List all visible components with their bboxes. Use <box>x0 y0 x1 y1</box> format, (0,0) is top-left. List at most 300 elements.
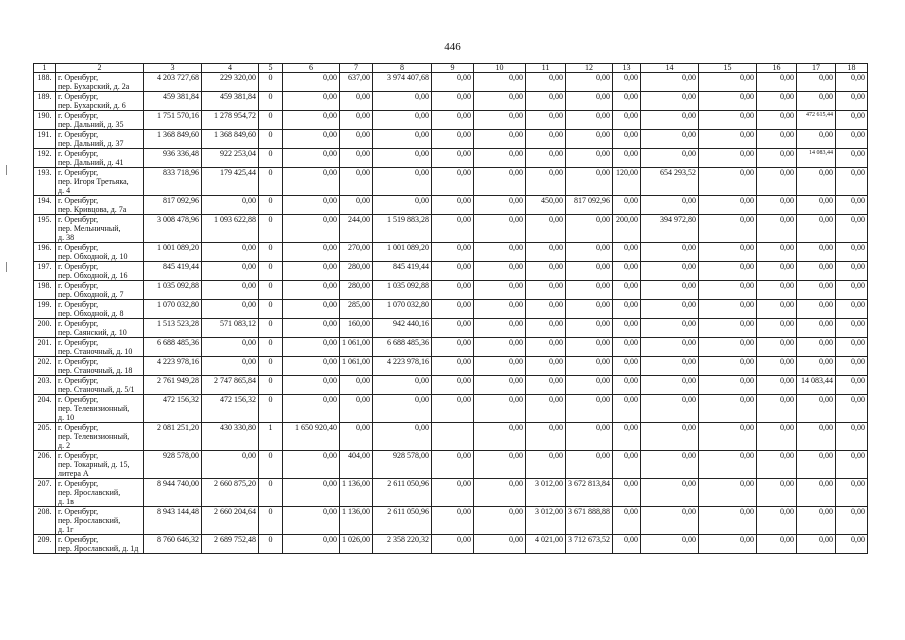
row-number-cell: 199. <box>34 300 56 319</box>
value-cell: 833 718,96 <box>144 168 202 196</box>
value-cell: 0,00 <box>641 319 699 338</box>
value-cell: 0,00 <box>283 535 340 554</box>
value-cell: 14 083,44 <box>797 376 836 395</box>
value-cell: 0,00 <box>432 243 474 262</box>
address-line: г. Оренбург, <box>58 130 99 139</box>
address-line: пер. Обходной, д. 10 <box>58 252 128 261</box>
address-line: пер. Станочный, д. 10 <box>58 347 133 356</box>
value-cell: 3 008 478,96 <box>144 215 202 243</box>
value-cell: 0,00 <box>283 319 340 338</box>
value-cell: 0,00 <box>641 196 699 215</box>
value-cell: 0,00 <box>757 423 797 451</box>
value-cell: 3 671 888,88 <box>566 507 613 535</box>
address-line: д. 2 <box>58 441 71 450</box>
value-cell: 0,00 <box>566 92 613 111</box>
value-cell: 0,00 <box>699 395 757 423</box>
value-cell: 0,00 <box>797 300 836 319</box>
value-cell: 0,00 <box>699 451 757 479</box>
value-cell: 0,00 <box>526 376 566 395</box>
value-cell: 0,00 <box>757 451 797 479</box>
value-cell: 0,00 <box>202 451 259 479</box>
value-cell: 285,00 <box>340 300 373 319</box>
value-cell: 0,00 <box>757 111 797 130</box>
value-cell: 0,00 <box>432 376 474 395</box>
value-cell: 2 611 050,96 <box>373 479 432 507</box>
value-cell: 3 712 673,52 <box>566 535 613 554</box>
value-cell: 0,00 <box>797 507 836 535</box>
value-cell: 0,00 <box>566 130 613 149</box>
value-cell: 0 <box>259 507 283 535</box>
value-cell: 0,00 <box>757 319 797 338</box>
value-cell: 0,00 <box>757 196 797 215</box>
row-number-cell: 207. <box>34 479 56 507</box>
value-cell: 1 093 622,88 <box>202 215 259 243</box>
value-cell: 0,00 <box>526 423 566 451</box>
value-cell: 0,00 <box>474 395 526 423</box>
value-cell: 0 <box>259 451 283 479</box>
address-line: пер. Телевизионный, <box>58 404 130 413</box>
address-line: г. Оренбург, <box>58 338 99 347</box>
value-cell: 459 381,84 <box>202 92 259 111</box>
value-cell: 0,00 <box>566 395 613 423</box>
address-line: литера А <box>58 469 89 478</box>
value-cell: 0,00 <box>613 149 641 168</box>
address-line: пер. Ярославский, <box>58 488 121 497</box>
value-cell: 0,00 <box>373 92 432 111</box>
address-cell <box>56 196 144 215</box>
column-number-header: 3 <box>144 64 202 73</box>
value-cell: 0,00 <box>566 243 613 262</box>
value-cell: 0,00 <box>474 196 526 215</box>
value-cell: 0,00 <box>797 215 836 243</box>
value-cell: 8 944 740,00 <box>144 479 202 507</box>
value-cell: 3 672 813,84 <box>566 479 613 507</box>
value-cell: 0,00 <box>797 395 836 423</box>
table-row <box>34 319 868 338</box>
value-cell: 0,00 <box>566 281 613 300</box>
address-cell <box>56 319 144 338</box>
value-cell: 160,00 <box>340 319 373 338</box>
value-cell: 0,00 <box>526 243 566 262</box>
value-cell: 1 070 032,80 <box>144 300 202 319</box>
value-cell: 450,00 <box>526 196 566 215</box>
address-cell <box>56 395 144 423</box>
value-cell: 0,00 <box>613 451 641 479</box>
value-cell: 0,00 <box>836 243 868 262</box>
value-cell: 654 293,52 <box>641 168 699 196</box>
address-cell <box>56 111 144 130</box>
value-cell: 0,00 <box>340 92 373 111</box>
value-cell: 0 <box>259 357 283 376</box>
address-line: пер. Дальний, д. 35 <box>58 120 124 129</box>
value-cell: 0,00 <box>373 395 432 423</box>
value-cell: 8 943 144,48 <box>144 507 202 535</box>
row-number-cell: 188. <box>34 73 56 92</box>
table-row <box>34 243 868 262</box>
value-cell: 6 688 485,36 <box>144 338 202 357</box>
address-line: г. Оренбург, <box>58 300 99 309</box>
value-cell: 0,00 <box>613 338 641 357</box>
value-cell: 0,00 <box>474 357 526 376</box>
value-cell: 0,00 <box>526 451 566 479</box>
value-cell: 0 <box>259 73 283 92</box>
value-cell: 0 <box>259 535 283 554</box>
address-line: д. 38 <box>58 233 75 242</box>
value-cell: 0,00 <box>432 507 474 535</box>
address-line: пер. Ярославский, д. 1д <box>58 544 139 553</box>
address-line: г. Оренбург, <box>58 357 99 366</box>
address-cell <box>56 92 144 111</box>
value-cell: 0,00 <box>526 319 566 338</box>
value-cell: 0,00 <box>283 395 340 423</box>
value-cell: 0,00 <box>641 262 699 281</box>
value-cell: 0,00 <box>797 73 836 92</box>
column-number-header: 16 <box>757 64 797 73</box>
table-row <box>34 535 868 554</box>
value-cell: 0,00 <box>757 479 797 507</box>
value-cell: 0,00 <box>474 130 526 149</box>
value-cell: 0,00 <box>432 479 474 507</box>
row-number-cell: 195. <box>34 215 56 243</box>
table-row <box>34 215 868 243</box>
value-cell: 0,00 <box>474 338 526 357</box>
value-cell: 0,00 <box>836 262 868 281</box>
value-cell: 0,00 <box>373 376 432 395</box>
address-line: г. Оренбург, <box>58 262 99 271</box>
value-cell: 3 012,00 <box>526 507 566 535</box>
value-cell: 845 419,44 <box>144 262 202 281</box>
value-cell: 0,00 <box>432 168 474 196</box>
value-cell: 0,00 <box>283 130 340 149</box>
value-cell: 472 615,44 <box>797 111 836 130</box>
address-cell <box>56 300 144 319</box>
value-cell: 0,00 <box>836 300 868 319</box>
row-number-cell: 198. <box>34 281 56 300</box>
value-cell: 0,00 <box>641 507 699 535</box>
column-number-header: 10 <box>474 64 526 73</box>
row-number-cell: 205. <box>34 423 56 451</box>
value-cell: 928 578,00 <box>144 451 202 479</box>
address-line: г. Оренбург, <box>58 319 99 328</box>
value-cell: 0,00 <box>283 376 340 395</box>
value-cell: 0,00 <box>566 423 613 451</box>
address-line: пер. Обходной, д. 8 <box>58 309 124 318</box>
value-cell: 0,00 <box>613 73 641 92</box>
value-cell: 0,00 <box>641 149 699 168</box>
value-cell: 394 972,80 <box>641 215 699 243</box>
value-cell: 14 083,44 <box>797 149 836 168</box>
value-cell: 0,00 <box>613 395 641 423</box>
value-cell: 2 081 251,20 <box>144 423 202 451</box>
table-row <box>34 451 868 479</box>
column-number-header: 8 <box>373 64 432 73</box>
value-cell: 120,00 <box>613 168 641 196</box>
value-cell: 4 021,00 <box>526 535 566 554</box>
table-row <box>34 338 868 357</box>
address-line: пер. Мельничный, <box>58 224 121 233</box>
address-line: г. Оренбург, <box>58 92 99 101</box>
value-cell: 0,00 <box>526 262 566 281</box>
address-line: пер. Игоря Третьяка, <box>58 177 129 186</box>
address-line: пер. Бухарский, д. 2а <box>58 82 130 91</box>
value-cell: 0 <box>259 338 283 357</box>
value-cell: 0,00 <box>526 338 566 357</box>
value-cell: 0,00 <box>526 281 566 300</box>
value-cell: 0,00 <box>797 196 836 215</box>
address-cell <box>56 215 144 243</box>
value-cell: 0 <box>259 479 283 507</box>
value-cell: 0,00 <box>836 281 868 300</box>
register-table <box>33 63 868 554</box>
table-row <box>34 196 868 215</box>
value-cell: 0,00 <box>836 395 868 423</box>
column-number-header: 13 <box>613 64 641 73</box>
value-cell: 0 <box>259 215 283 243</box>
address-line: пер. Токарный, д. 15, <box>58 460 130 469</box>
value-cell: 0,00 <box>757 73 797 92</box>
value-cell: 0,00 <box>373 423 432 451</box>
value-cell: 0,00 <box>432 73 474 92</box>
value-cell: 0,00 <box>836 507 868 535</box>
value-cell <box>432 423 474 451</box>
column-number-header: 7 <box>340 64 373 73</box>
address-line: пер. Кривцова, д. 7а <box>58 205 127 214</box>
value-cell: 0,00 <box>202 300 259 319</box>
value-cell: 0,00 <box>836 196 868 215</box>
value-cell: 430 330,80 <box>202 423 259 451</box>
value-cell: 0,00 <box>699 168 757 196</box>
table-row <box>34 423 868 451</box>
value-cell: 0,00 <box>836 130 868 149</box>
address-line: пер. Станочный, д. 5/1 <box>58 385 135 394</box>
value-cell: 817 092,96 <box>144 196 202 215</box>
value-cell: 0,00 <box>797 338 836 357</box>
address-line: г. Оренбург, <box>58 111 99 120</box>
value-cell: 0,00 <box>836 215 868 243</box>
value-cell: 0,00 <box>474 149 526 168</box>
value-cell: 2 660 204,64 <box>202 507 259 535</box>
address-cell <box>56 130 144 149</box>
value-cell: 0,00 <box>526 111 566 130</box>
column-number-header: 5 <box>259 64 283 73</box>
value-cell: 0,00 <box>757 338 797 357</box>
address-line: г. Оренбург, <box>58 243 99 252</box>
value-cell: 3 012,00 <box>526 479 566 507</box>
value-cell: 0,00 <box>613 196 641 215</box>
value-cell: 2 660 875,20 <box>202 479 259 507</box>
value-cell: 0,00 <box>202 243 259 262</box>
value-cell: 0 <box>259 262 283 281</box>
address-line: г. Оренбург, <box>58 376 99 385</box>
value-cell: 0,00 <box>641 357 699 376</box>
value-cell: 0,00 <box>699 243 757 262</box>
address-line: г. Оренбург, <box>58 395 99 404</box>
value-cell: 0,00 <box>757 262 797 281</box>
value-cell: 0,00 <box>474 168 526 196</box>
value-cell: 0,00 <box>340 196 373 215</box>
value-cell: 0,00 <box>797 262 836 281</box>
value-cell: 922 253,04 <box>202 149 259 168</box>
value-cell: 0,00 <box>526 130 566 149</box>
address-cell <box>56 535 144 554</box>
column-number-header: 4 <box>202 64 259 73</box>
column-number-header: 6 <box>283 64 340 73</box>
scan-edge-mark <box>6 165 7 175</box>
value-cell: 0,00 <box>373 196 432 215</box>
value-cell: 404,00 <box>340 451 373 479</box>
value-cell: 0,00 <box>757 300 797 319</box>
value-cell: 270,00 <box>340 243 373 262</box>
address-line: пер. Ярославский, <box>58 516 121 525</box>
value-cell: 0,00 <box>283 357 340 376</box>
value-cell: 0,00 <box>641 535 699 554</box>
value-cell: 0,00 <box>283 300 340 319</box>
value-cell: 0,00 <box>340 111 373 130</box>
value-cell: 1 <box>259 423 283 451</box>
table-row <box>34 300 868 319</box>
column-number-header: 1 <box>34 64 56 73</box>
value-cell: 0,00 <box>566 262 613 281</box>
table-row <box>34 168 868 196</box>
value-cell: 0,00 <box>474 300 526 319</box>
value-cell: 0,00 <box>566 376 613 395</box>
row-number-cell: 203. <box>34 376 56 395</box>
value-cell: 0 <box>259 196 283 215</box>
value-cell: 0,00 <box>699 92 757 111</box>
table-row <box>34 73 868 92</box>
value-cell: 0,00 <box>432 262 474 281</box>
table-row <box>34 130 868 149</box>
value-cell: 1 513 523,28 <box>144 319 202 338</box>
row-number-cell: 192. <box>34 149 56 168</box>
column-number-header: 11 <box>526 64 566 73</box>
value-cell: 0,00 <box>432 130 474 149</box>
value-cell: 1 368 849,60 <box>202 130 259 149</box>
value-cell: 0,00 <box>757 130 797 149</box>
value-cell: 1 061,00 <box>340 357 373 376</box>
value-cell: 0,00 <box>566 451 613 479</box>
column-number-header: 12 <box>566 64 613 73</box>
value-cell: 472 156,32 <box>202 395 259 423</box>
row-number-cell: 208. <box>34 507 56 535</box>
scan-edge-mark <box>6 262 7 272</box>
value-cell: 0,00 <box>526 395 566 423</box>
address-line: г. Оренбург, <box>58 149 99 158</box>
table-row <box>34 357 868 376</box>
address-line: г. Оренбург, <box>58 73 99 82</box>
value-cell: 0,00 <box>699 262 757 281</box>
value-cell: 0,00 <box>283 479 340 507</box>
value-cell: 0,00 <box>202 262 259 281</box>
value-cell: 1 001 089,20 <box>144 243 202 262</box>
value-cell: 0,00 <box>641 479 699 507</box>
address-line: пер. Дальний, д. 41 <box>58 158 124 167</box>
value-cell: 936 336,48 <box>144 149 202 168</box>
value-cell: 0 <box>259 281 283 300</box>
value-cell: 0,00 <box>283 451 340 479</box>
value-cell: 0,00 <box>836 168 868 196</box>
address-line: д. 4 <box>58 186 71 195</box>
value-cell: 1 136,00 <box>340 479 373 507</box>
address-line: г. Оренбург, <box>58 215 99 224</box>
value-cell: 0,00 <box>641 243 699 262</box>
value-cell: 0,00 <box>474 215 526 243</box>
value-cell: 1 070 032,80 <box>373 300 432 319</box>
value-cell: 0,00 <box>836 376 868 395</box>
table-row <box>34 281 868 300</box>
value-cell: 0,00 <box>340 376 373 395</box>
value-cell: 1 035 092,88 <box>144 281 202 300</box>
value-cell: 280,00 <box>340 262 373 281</box>
value-cell: 0,00 <box>836 319 868 338</box>
address-cell <box>56 451 144 479</box>
value-cell: 1 368 849,60 <box>144 130 202 149</box>
value-cell: 472 156,32 <box>144 395 202 423</box>
value-cell: 0,00 <box>641 451 699 479</box>
value-cell: 0,00 <box>283 196 340 215</box>
value-cell: 0,00 <box>526 300 566 319</box>
value-cell: 0,00 <box>340 168 373 196</box>
row-number-cell: 197. <box>34 262 56 281</box>
value-cell: 1 751 570,16 <box>144 111 202 130</box>
value-cell: 6 688 485,36 <box>373 338 432 357</box>
address-line: д. 10 <box>58 413 75 422</box>
value-cell: 0 <box>259 300 283 319</box>
value-cell: 0,00 <box>202 196 259 215</box>
value-cell: 0,00 <box>432 215 474 243</box>
value-cell: 637,00 <box>340 73 373 92</box>
address-cell <box>56 479 144 507</box>
value-cell: 0,00 <box>373 149 432 168</box>
value-cell: 0 <box>259 92 283 111</box>
value-cell: 0,00 <box>641 281 699 300</box>
value-cell: 0,00 <box>699 423 757 451</box>
value-cell: 0 <box>259 130 283 149</box>
column-number-header-row <box>34 64 868 73</box>
address-cell <box>56 262 144 281</box>
value-cell: 0,00 <box>797 357 836 376</box>
value-cell: 0,00 <box>474 262 526 281</box>
address-line: пер. Обходной, д. 16 <box>58 271 128 280</box>
value-cell: 0,00 <box>474 319 526 338</box>
value-cell: 0,00 <box>699 215 757 243</box>
value-cell: 0,00 <box>699 111 757 130</box>
value-cell: 0,00 <box>757 357 797 376</box>
value-cell: 0,00 <box>566 111 613 130</box>
value-cell: 0 <box>259 168 283 196</box>
row-number-cell: 201. <box>34 338 56 357</box>
value-cell: 2 611 050,96 <box>373 507 432 535</box>
value-cell: 0,00 <box>526 149 566 168</box>
value-cell: 0,00 <box>373 130 432 149</box>
value-cell: 0,00 <box>641 92 699 111</box>
value-cell: 0 <box>259 395 283 423</box>
value-cell: 0,00 <box>283 338 340 357</box>
row-number-cell: 209. <box>34 535 56 554</box>
value-cell: 0,00 <box>641 395 699 423</box>
value-cell: 0,00 <box>836 423 868 451</box>
address-cell <box>56 168 144 196</box>
value-cell: 0,00 <box>613 319 641 338</box>
value-cell: 0,00 <box>474 535 526 554</box>
value-cell: 0,00 <box>613 300 641 319</box>
value-cell: 0,00 <box>613 281 641 300</box>
value-cell: 0,00 <box>566 319 613 338</box>
value-cell: 0,00 <box>373 111 432 130</box>
column-number-header: 18 <box>836 64 868 73</box>
value-cell: 0,00 <box>836 479 868 507</box>
address-line: пер. Станочный, д. 18 <box>58 366 133 375</box>
